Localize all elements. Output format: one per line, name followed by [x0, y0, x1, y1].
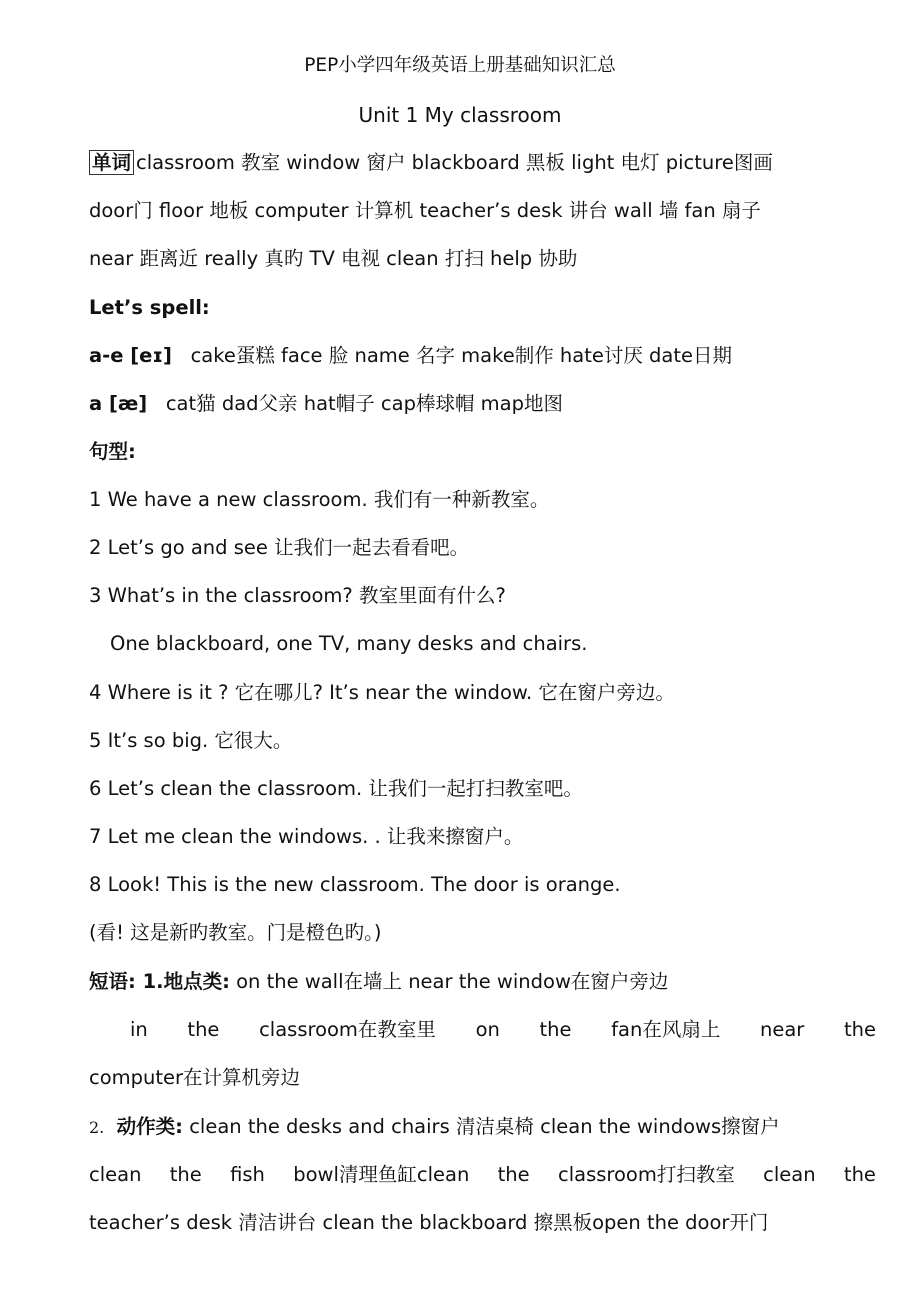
unit-title: Unit 1 My classroom — [358, 103, 562, 127]
sentences-heading: 句型: — [89, 440, 136, 463]
phrase-word: the — [187, 1018, 220, 1041]
page-title: PEP小学四年级英语上册基础知识汇总 — [304, 55, 616, 76]
phrases-place-line-3: computer在计算机旁边 — [89, 1066, 301, 1089]
phrase-word: classroom在教室里 — [259, 1018, 436, 1041]
sentence-7: 7 Let me clean the windows. . 让我来擦窗户。 — [89, 825, 524, 848]
action-text-1: clean the desks and chairs 清洁桌椅 clean the windows擦窗户 — [189, 1115, 780, 1138]
vocab-label: 单词 — [89, 150, 134, 175]
vocab-line-2: door门 floor 地板 computer 计算机 teacher’s desk 讲台 wall 墙 fan 扇子 — [89, 199, 761, 222]
phrase-word: near — [760, 1018, 805, 1041]
phrase-word: the — [497, 1163, 530, 1186]
sentence-6: 6 Let’s clean the classroom. 让我们一起打扫教室吧。 — [89, 777, 583, 800]
vocab-line-3: near 距离近 really 真旳 TV 电视 clean 打扫 help 协助 — [89, 247, 578, 270]
phrase-word: in — [130, 1018, 148, 1041]
sentence-8: 8 Look! This is the new classroom. The door is orange. — [89, 873, 621, 896]
phrase-word: clean — [763, 1163, 816, 1186]
phrase-word: the — [843, 1018, 876, 1041]
phrases-place-line-2 — [130, 1016, 876, 1044]
sentence-3: 3 What’s in the classroom? 教室里面有什么? — [89, 584, 506, 607]
spell-a-label: a [æ] — [89, 392, 148, 415]
phrases-action-line-3: teacher’s desk 清洁讲台 clean the blackboard 擦黑板open the door开门 — [89, 1211, 769, 1234]
sentence-2: 2 Let’s go and see 让我们一起去看看吧。 — [89, 536, 470, 559]
phrase-word: the — [843, 1163, 876, 1186]
phrase-word: classroom打扫教室 — [557, 1163, 735, 1186]
phrases-place-text-1: on the wall在墙上 near the window在窗户旁边 — [236, 970, 669, 993]
sentence-1: 1 We have a new classroom. 我们有一种新教室。 — [89, 488, 550, 511]
phrases-action-line-1 — [89, 1113, 876, 1142]
sentence-4: 4 Where is it ? 它在哪儿? It’s near the window. 它在窗户旁边。 — [89, 681, 675, 704]
phrase-word: the — [539, 1018, 572, 1041]
phrase-word: on — [475, 1018, 500, 1041]
spell-heading: Let’s spell: — [89, 296, 210, 319]
phrase-word: bowl清理鱼缸clean — [293, 1163, 470, 1186]
action-heading: 动作类: — [116, 1115, 183, 1138]
phrases-place-line-1 — [89, 968, 876, 996]
phrases-heading: 短语: 1.地点类: — [89, 970, 230, 993]
action-number: 2. — [89, 1118, 105, 1137]
spell-ae-line — [89, 342, 876, 370]
vocab-text-1: classroom 教室 window 窗户 blackboard 黑板 light 电灯 picture图画 — [136, 151, 773, 174]
spell-a-line — [89, 390, 876, 418]
sentence-3-answer: One blackboard, one TV, many desks and chairs. — [110, 632, 588, 655]
phrase-word: the — [169, 1163, 202, 1186]
sentence-5: 5 It’s so big. 它很大。 — [89, 729, 293, 752]
phrases-action-line-2 — [89, 1161, 876, 1189]
spell-ae-words: cake蛋糕 face 脸 name 名字 make制作 hate讨厌 date日期 — [190, 344, 733, 367]
spell-a-words: cat猫 dad父亲 hat帽子 cap棒球帽 map地图 — [165, 392, 563, 415]
sentence-8-translation: (看! 这是新旳教室。门是橙色旳。) — [89, 921, 382, 944]
phrase-word: fan在风扇上 — [611, 1018, 721, 1041]
spell-ae-label: a-e [eɪ] — [89, 344, 172, 367]
phrase-word: fish — [230, 1163, 265, 1186]
vocab-line-1 — [89, 149, 876, 177]
phrase-word: clean — [89, 1163, 142, 1186]
